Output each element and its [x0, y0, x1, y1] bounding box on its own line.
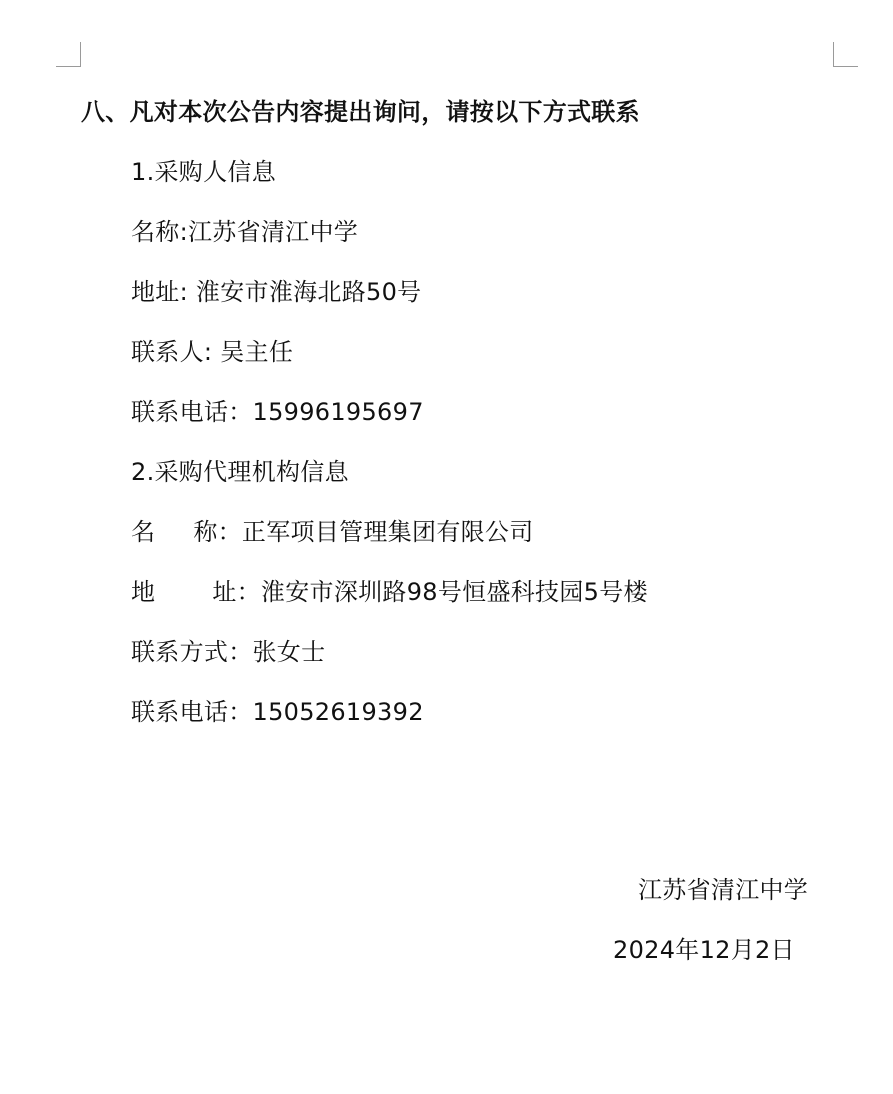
page-corner-mark-top-left	[56, 42, 81, 67]
agency-address-value: 淮安市深圳路98号恒盛科技园5号楼	[260, 578, 648, 606]
agency-name-label-part2: 称：	[193, 518, 242, 546]
signature-organization: 江苏省清江中学	[638, 876, 809, 904]
agency-address-row	[131, 577, 648, 607]
agency-address-label-part1: 地	[131, 578, 156, 606]
agency-name-value: 正军项目管理集团有限公司	[241, 518, 534, 546]
purchaser-section-title: 1.采购人信息	[131, 158, 276, 186]
agency-name-label-part1: 名	[131, 518, 156, 546]
agency-section-title: 2.采购代理机构信息	[131, 458, 349, 486]
signature-date: 2024年12月2日	[613, 936, 795, 964]
purchaser-phone: 联系电话：15996195697	[131, 398, 424, 426]
purchaser-address: 地址: 淮安市淮海北路50号	[131, 278, 422, 306]
agency-contact: 联系方式：张女士	[131, 638, 326, 666]
page-corner-mark-top-right	[833, 42, 858, 67]
agency-address-label-part2: 址：	[212, 578, 261, 606]
agency-phone: 联系电话：15052619392	[131, 698, 424, 726]
purchaser-name: 名称:江苏省清江中学	[131, 218, 359, 246]
section-heading: 八、凡对本次公告内容提出询问，请按以下方式联系	[81, 98, 640, 126]
purchaser-contact: 联系人: 吴主任	[131, 338, 294, 366]
agency-name-row	[131, 517, 534, 547]
